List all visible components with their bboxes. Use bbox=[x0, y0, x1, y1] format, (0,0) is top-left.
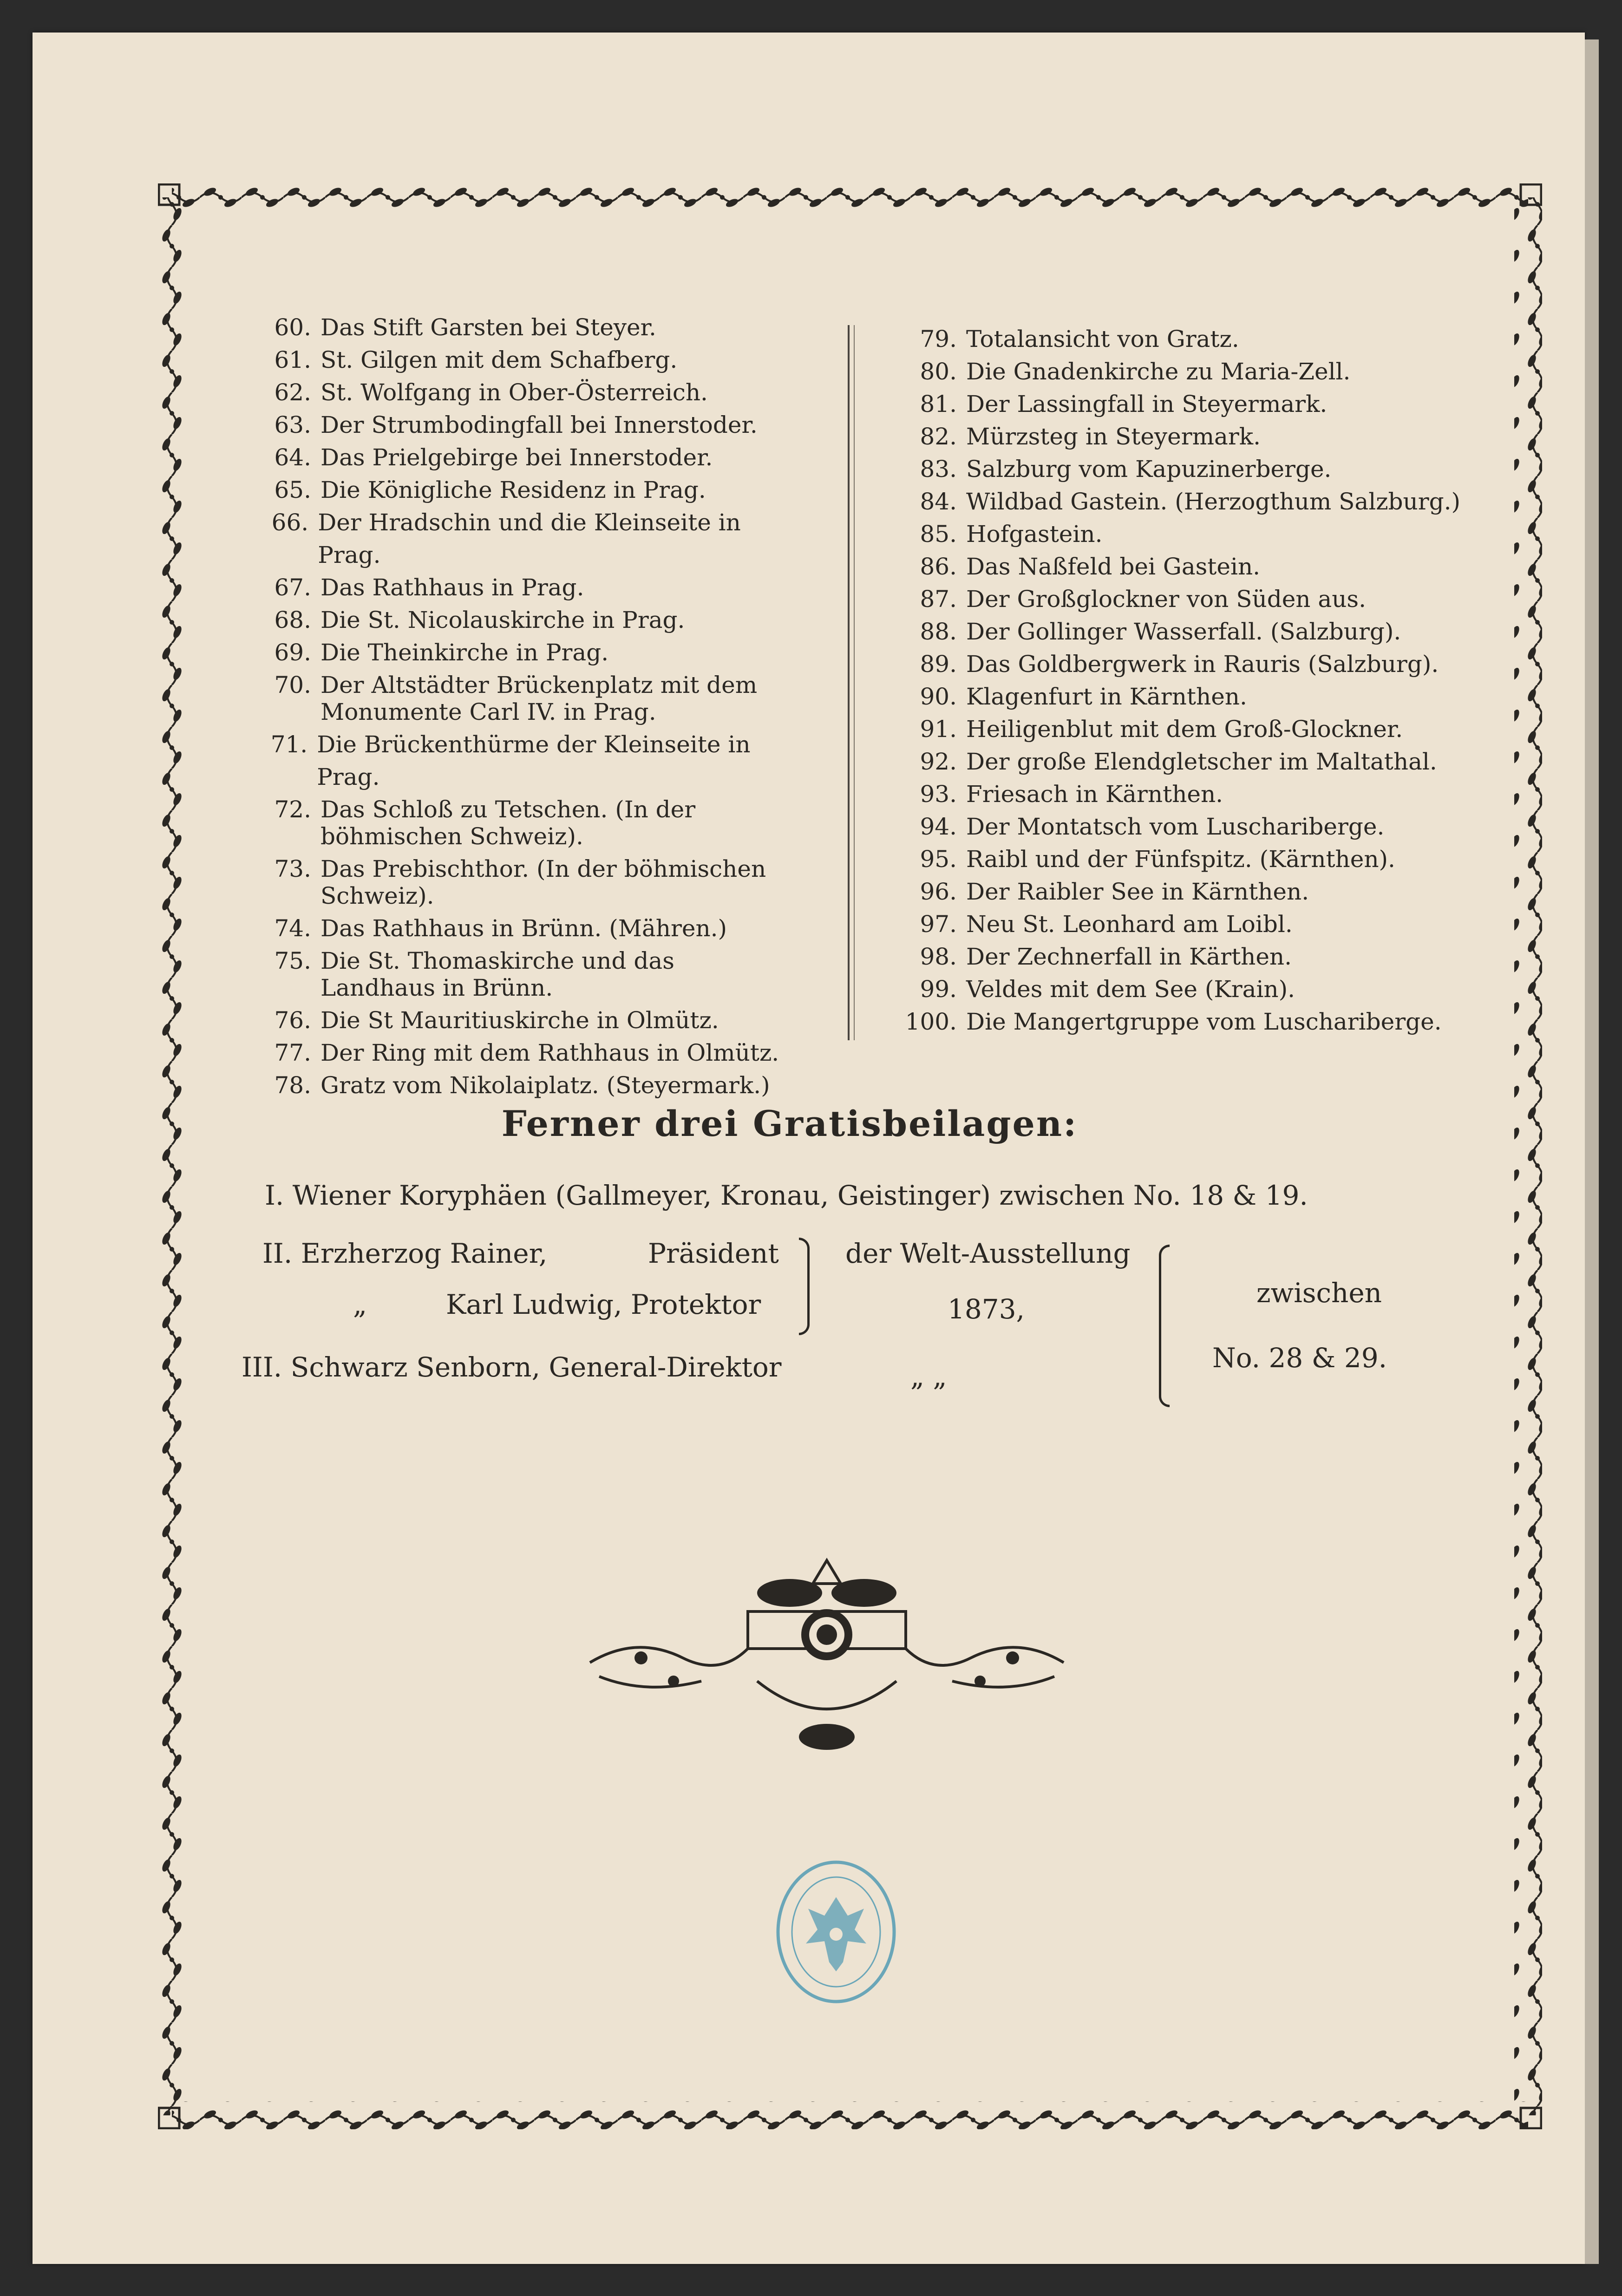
list-item: 61. St. Gilgen mit dem Schafberg. bbox=[274, 346, 678, 373]
supplement-line-2-name: II. Erzherzog Rainer, bbox=[262, 1238, 548, 1269]
list-item: 85. Hofgastein. bbox=[920, 521, 1103, 548]
column-divider-thin bbox=[854, 325, 855, 1040]
list-item: 90. Klagenfurt in Kärnthen. bbox=[920, 683, 1247, 710]
list-item: 76. Die St Mauritiuskirche in Olmütz. bbox=[274, 1007, 719, 1034]
list-item: 71. Die Brückenthürme der Kleinseite in Prag. bbox=[270, 731, 751, 790]
list-item: 67. Das Rathhaus in Prag. bbox=[274, 574, 584, 601]
supplement-line-1: I. Wiener Koryphäen (Gallmeyer, Kronau, Geistinger) zwischen No. 18 & 19. bbox=[265, 1180, 1308, 1211]
exhibition-year: 1873, bbox=[948, 1293, 1025, 1325]
curly-bracket bbox=[799, 1238, 810, 1335]
list-item: 78. Gratz vom Nikolaiplatz. (Steyermark.) bbox=[274, 1072, 770, 1099]
supplements-heading: Ferner drei Gratisbeilagen: bbox=[501, 1103, 1078, 1144]
between-label: zwischen bbox=[1256, 1277, 1382, 1309]
library-stamp bbox=[773, 1855, 899, 2009]
list-item: 97. Neu St. Leonhard am Loibl. bbox=[920, 911, 1293, 938]
column-divider bbox=[848, 325, 850, 1040]
list-item: 83. Salzburg vom Kapuzinerberge. bbox=[920, 456, 1332, 483]
list-item: 64. Das Prielgebirge bei Innerstoder. bbox=[274, 444, 713, 471]
list-item: 92. Der große Elendgletscher im Maltathal. bbox=[920, 748, 1437, 775]
list-item: 79. Totalansicht von Gratz. bbox=[920, 326, 1239, 352]
list-item: 89. Das Goldbergwerk in Rauris (Salzburg). bbox=[920, 651, 1439, 678]
list-item: 66. Der Hradschin und die Kleinseite in Prag. bbox=[271, 509, 741, 568]
ornament-vignette bbox=[581, 1542, 1073, 1765]
list-item: 94. Der Montatsch vom Luschariberge. bbox=[920, 813, 1385, 840]
list-item: 88. Der Gollinger Wasserfall. (Salzburg). bbox=[920, 618, 1401, 645]
list-item: 91. Heiligenblut mit dem Groß-Glockner. bbox=[920, 716, 1403, 743]
list-item: 95. Raibl und der Fünfspitz. (Kärnthen). bbox=[920, 846, 1395, 873]
supplement-line-2-role: Präsident bbox=[648, 1238, 779, 1269]
list-item: 93. Friesach in Kärnthen. bbox=[920, 781, 1223, 808]
list-item: 87. Der Großglockner von Süden aus. bbox=[920, 586, 1366, 613]
list-item: 96. Der Raibler See in Kärnthen. bbox=[920, 878, 1309, 905]
list-item: 69. Die Theinkirche in Prag. bbox=[274, 639, 609, 666]
supplement-line-4: III. Schwarz Senborn, General-Direktor bbox=[242, 1351, 782, 1383]
list-item: 63. Der Strumbodingfall bei Innerstoder. bbox=[274, 411, 758, 438]
list-item: 77. Der Ring mit dem Rathhaus in Olmütz. bbox=[274, 1039, 779, 1066]
list-item: 74. Das Rathhaus in Brünn. (Mähren.) bbox=[274, 915, 727, 942]
list-item: 100. Die Mangertgruppe vom Luschariberge. bbox=[905, 1008, 1442, 1035]
list-item: 84. Wildbad Gastein. (Herzogthum Salzburg.) bbox=[920, 488, 1461, 515]
list-item: 86. Das Naßfeld bei Gastein. bbox=[920, 553, 1261, 580]
list-item: 75. Die St. Thomaskirche und das Landhaus in Brünn. bbox=[274, 947, 674, 1001]
list-item: 70. Der Altstädter Brückenplatz mit dem Monumente Carl IV. in Prag. bbox=[274, 672, 758, 725]
ditto-marks: „ „ bbox=[910, 1361, 947, 1392]
list-item: 62. St. Wolfgang in Ober-Österreich. bbox=[274, 379, 708, 406]
list-item: 65. Die Königliche Residenz in Prag. bbox=[274, 476, 706, 503]
list-item: 80. Die Gnadenkirche zu Maria-Zell. bbox=[920, 358, 1351, 385]
plate-list-left bbox=[260, 311, 785, 1102]
ditto-mark: „ bbox=[353, 1289, 367, 1320]
plate-list-right bbox=[892, 323, 1468, 1038]
list-item: 72. Das Schloß zu Tetschen. (In der böhmischen Schweiz). bbox=[274, 796, 696, 850]
list-item: 73. Das Prebischthor. (In der böhmischen Schweiz). bbox=[274, 855, 766, 909]
list-item: 81. Der Lassingfall in Steyermark. bbox=[920, 391, 1328, 417]
list-item: 60. Das Stift Garsten bei Steyer. bbox=[274, 314, 656, 341]
exhibition-label: der Welt-Ausstellung bbox=[845, 1238, 1131, 1269]
list-item: 82. Mürzsteg in Steyermark. bbox=[920, 423, 1261, 450]
curly-bracket bbox=[1159, 1245, 1170, 1407]
supplement-line-3-name: Karl Ludwig, Protektor bbox=[446, 1289, 761, 1320]
list-item: 99. Veldes mit dem See (Krain). bbox=[920, 976, 1295, 1003]
list-item: 68. Die St. Nicolauskirche in Prag. bbox=[274, 607, 685, 633]
list-item: 98. Der Zechnerfall in Kärthen. bbox=[920, 943, 1292, 970]
page-edge bbox=[1585, 39, 1599, 2264]
supplement-numbers: No. 28 & 29. bbox=[1212, 1342, 1387, 1374]
